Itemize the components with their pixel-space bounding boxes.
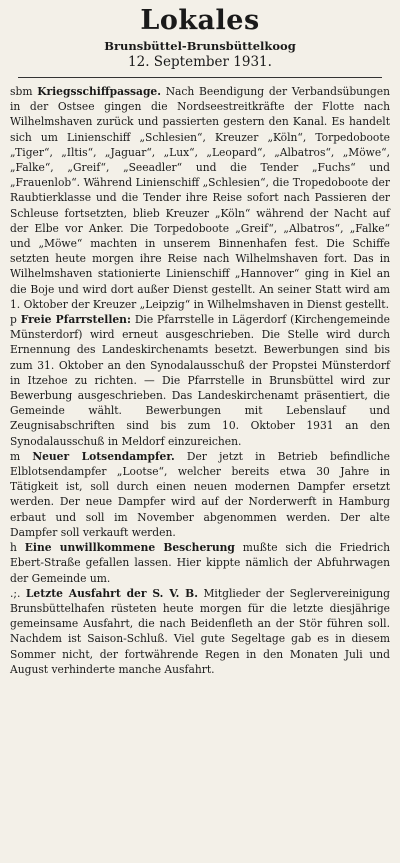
article-heading: Neuer Lotsendampfer. [32, 449, 175, 463]
section-subtitle: Brunsbüttel-Brunsbüttelkoog [104, 39, 296, 53]
article-heading: Kriegsschiffpassage. [37, 85, 161, 98]
article-body: Nach Beendigung der Verbandsübungen in der Ostsee gingen die Nordseestreitkräfte der Flotte nach Wilhelmshaven zurück und passierten gestern den Kanal. Es handelt sich um Linienschiff „Schlesien“, Kreuzer „Köln“, Torpedoboote „Tiger“, „Iltis“, „Jaguar“, „Lux“, „Leopard“, „Albatros“, „Möwe“, „Falke“, „Greif“, „Seeadler“ und die Tender „Fuchs“ und „Frauenlob“. Während Linienschiff „Schlesien“, die Tropedoboote der Raubtierklasse und die Tender ihre Reise sofort nach Passieren der Schleuse fortsetzten, blieb Kreuzer „Köln“ während der Nacht auf der Elbe vor Anker. Die Torpedoboote „Greif“, „Albatros“, „Falke“ und „Möwe“ machten in unserem Binnenhafen fest. Die Schiffe setzten heute morgen ihre Reise nach Wilhelmshaven fort. Das in Wilhelmshaven stationierte Linienschiff „Hannover“ ging in Kiel an die Boje und wird dort außer Dienst gestellt. An seiner Statt wird am 1. Oktober der Kreuzer „Leipzig“ in Wilhelmshaven in Dienst gestellt. [10, 85, 390, 311]
header-rule [18, 77, 382, 78]
article-lotsendampfer [8, 449, 392, 540]
article-tag: .;. [10, 586, 21, 600]
article-tag: h [10, 541, 17, 555]
issue-date: 12. September 1931. [128, 54, 272, 70]
article-heading: Letzte Ausfahrt der S. V. B. [25, 586, 198, 600]
article-bescherung [8, 540, 392, 586]
article-tag: p [10, 313, 17, 327]
article-kriegsschiffpassage [8, 84, 392, 312]
article-pfarrstellen [8, 312, 392, 449]
article-body: Die Pfarrstelle in Lägerdorf (Kirchengemeinde Münsterdorf) wird erneut ausgeschrieben. Die Stelle wird durch Ernennung des Landeskirchenamts besetzt. Bewerbungen sind bis zum 31. Oktober an den Synodalausschuß der Propstei Münsterdorf in Itzehoe zu richten. — Die Pfarrstelle in Brunsbüttel wird zur Bewerbung ausgeschrieben. Das Landeskirchenamt präsentiert, die Gemeinde wählt. Bewerbungen mit Lebenslauf und Zeugnisabschriften sind bis zum 10. Oktober 1931 an den Synodalausschuß in Meldorf einzureichen. [10, 313, 391, 448]
article-body: Der jetzt in Betrieb befindliche Elblotsendampfer „Lootse“, welcher bereits etwa 30 Jahre in Tätigkeit ist, soll durch einen neuen modernen Dampfer ersetzt werden. Der neue Dampfer wird auf der Norderwerft in Hamburg erbaut und soll im November abgenommen werden. Der alte Dampfer soll verkauft werden. [10, 449, 390, 539]
section-title: Lokales [140, 5, 260, 36]
article-tag: m [10, 449, 21, 463]
article-heading: Freie Pfarrstellen: [20, 313, 131, 327]
article-ausfahrt [8, 586, 392, 677]
article-body: mußte sich die Friedrich Ebert-Straße gefallen lassen. Hier kippte nämlich der Abfuhrwagen der Gemeinde um. [10, 541, 390, 585]
article-tag: sbm [10, 85, 33, 98]
article-body: Mitglieder der Seglervereinigung Brunsbüttelhafen rüsteten heute morgen für die letzte diesjährige gemeinsame Ausfahrt, die nach Beidenfleth an der Stör führen soll. Nachdem ist Saison-Schluß. Viel gute Segeltage gab es in diesem Sommer nicht, der fortwährende Regen in den Monaten Juli und August verhinderte manche Ausfahrt. [10, 586, 390, 676]
article-heading: Eine unwillkommene Bescherung [24, 541, 235, 555]
